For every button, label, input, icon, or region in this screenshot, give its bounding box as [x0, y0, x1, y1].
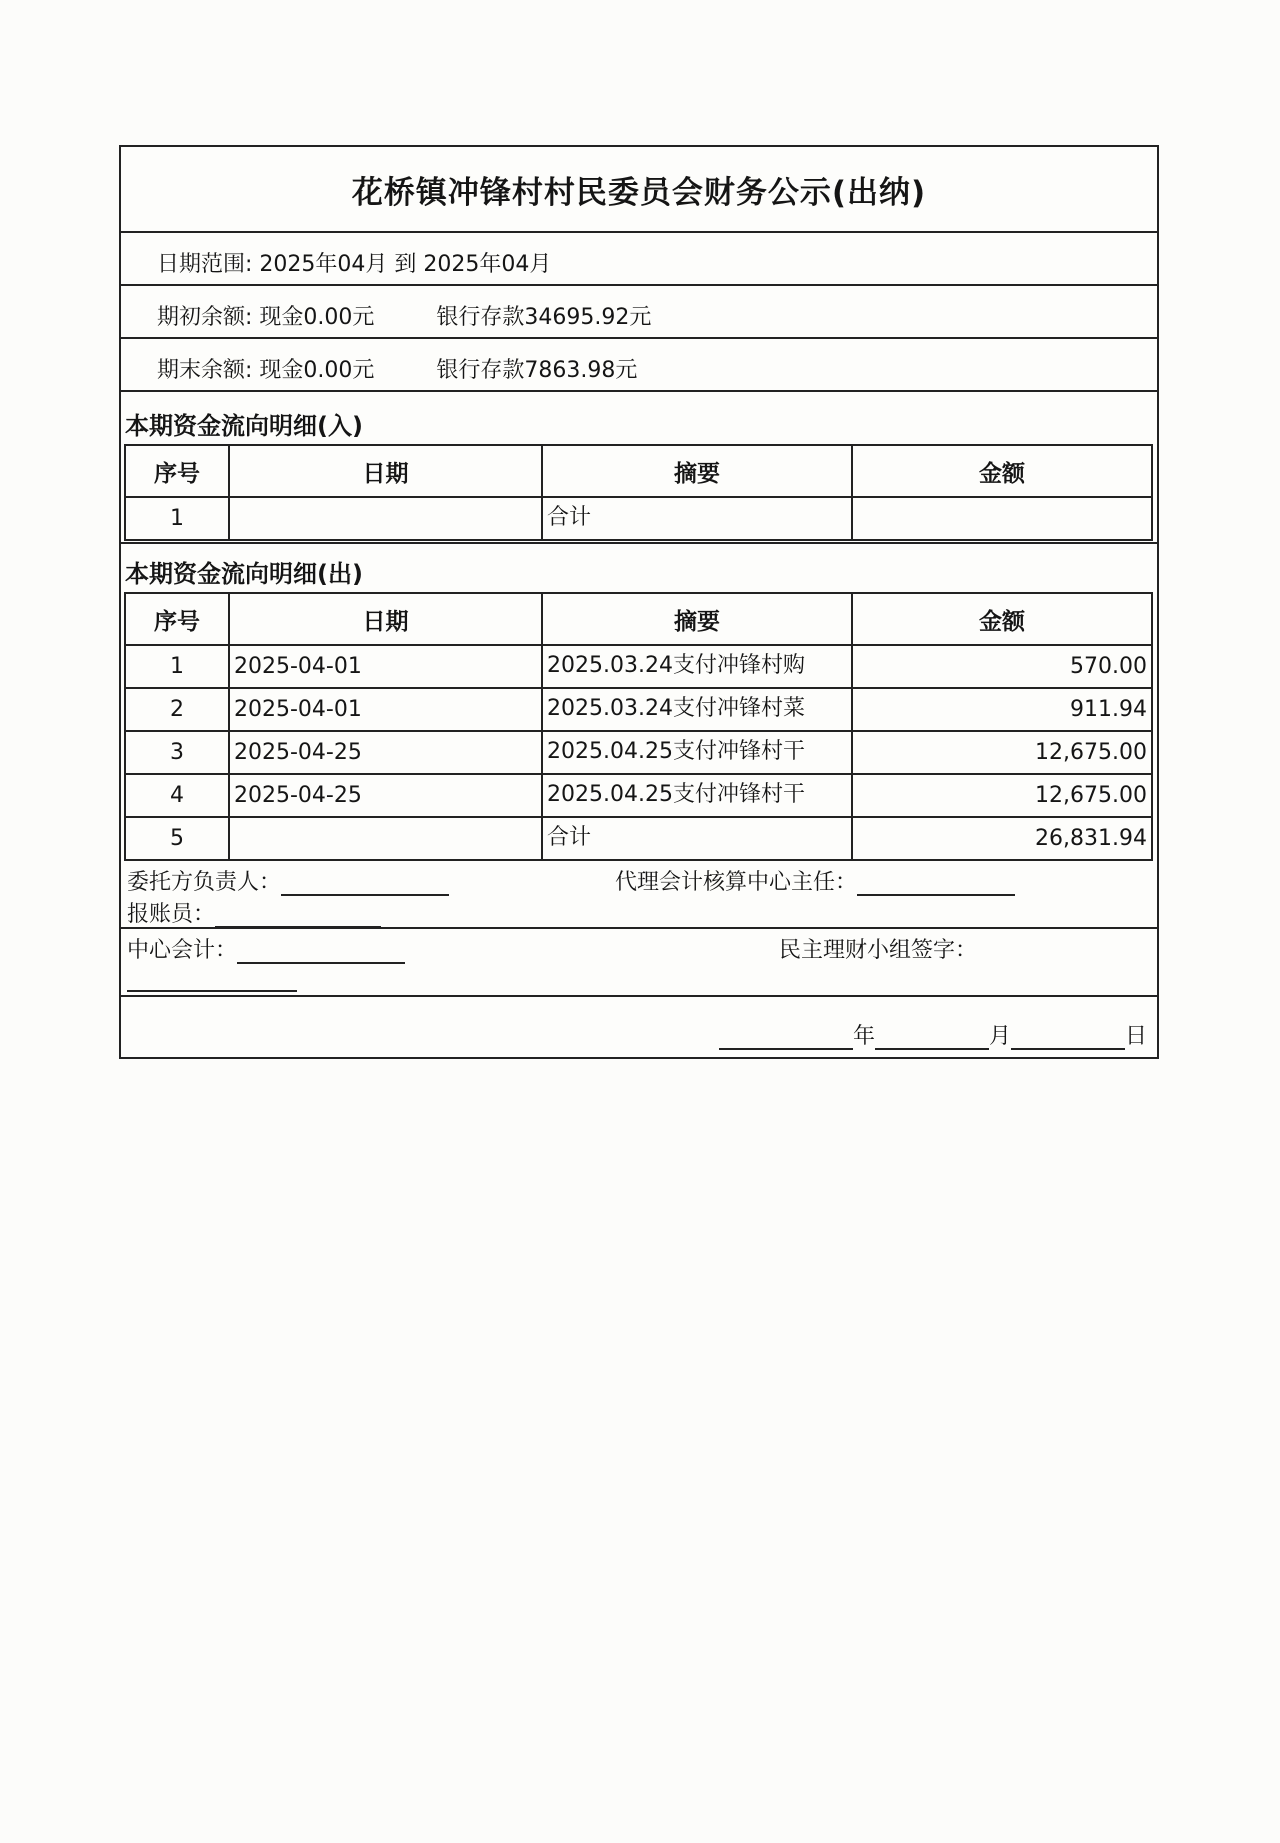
agency-director-label: 代理会计核算中心主任：: [615, 870, 858, 895]
cell-summary: 合计: [542, 497, 852, 540]
cell-amount: 911.94: [852, 688, 1152, 731]
date-line: [719, 1019, 1147, 1050]
period-row: [121, 233, 1157, 286]
col-date: 日期: [229, 593, 542, 645]
finance-group-label: 民主理财小组签字：: [779, 938, 978, 963]
center-accountant-signature: [127, 933, 405, 964]
client-head-signature: [127, 865, 449, 896]
table-row: [125, 774, 1152, 817]
table-row: [125, 731, 1152, 774]
cell-amount: [852, 497, 1152, 540]
income-table: [124, 444, 1153, 541]
expense-heading-text: 本期资金流向明细(出): [125, 560, 363, 588]
page-title: 花桥镇冲锋村村民委员会财务公示(出纳): [121, 147, 1157, 233]
signature-line[interactable]: [857, 874, 1015, 896]
cell-date: 2025-04-25: [229, 731, 542, 774]
cell-date: [229, 497, 542, 540]
cell-seq: 5: [125, 817, 229, 860]
expense-table: [124, 592, 1153, 861]
month-blank[interactable]: [875, 1028, 989, 1050]
year-label: 年: [853, 1024, 876, 1049]
finance-notice-sheet: [119, 145, 1159, 1059]
agency-director-signature: [615, 865, 1015, 896]
col-amount: 金额: [852, 445, 1152, 497]
income-header-row: [125, 445, 1152, 497]
month-label: 月: [989, 1024, 1012, 1049]
cell-date: 2025-04-01: [229, 645, 542, 688]
col-seq: 序号: [125, 593, 229, 645]
expense-section-heading: [121, 542, 1157, 592]
table-row: [125, 497, 1152, 540]
cell-date: [229, 817, 542, 860]
cell-seq: 2: [125, 688, 229, 731]
cell-seq: 4: [125, 774, 229, 817]
cell-summary: 2025.03.24支付冲锋村购: [542, 645, 852, 688]
col-summary: 摘要: [542, 445, 852, 497]
col-seq: 序号: [125, 445, 229, 497]
cell-seq: 3: [125, 731, 229, 774]
cell-amount: 26,831.94: [852, 817, 1152, 860]
expense-header-row: [125, 593, 1152, 645]
finance-group-signature: [779, 933, 977, 964]
cell-date: 2025-04-25: [229, 774, 542, 817]
cell-seq: 1: [125, 645, 229, 688]
closing-balance-row: [121, 339, 1157, 392]
closing-cash: 期末余额: 现金0.00元: [157, 358, 375, 383]
center-accountant-label: 中心会计：: [127, 938, 238, 963]
col-summary: 摘要: [542, 593, 852, 645]
closing-bank: 银行存款7863.98元: [436, 358, 638, 383]
cell-amount: 12,675.00: [852, 731, 1152, 774]
divider: [121, 927, 1157, 929]
table-row: [125, 645, 1152, 688]
cell-amount: 570.00: [852, 645, 1152, 688]
col-amount: 金额: [852, 593, 1152, 645]
day-blank[interactable]: [1011, 1028, 1125, 1050]
opening-cash: 期初余额: 现金0.00元: [157, 305, 375, 330]
col-date: 日期: [229, 445, 542, 497]
year-blank[interactable]: [719, 1028, 853, 1050]
signature-line[interactable]: [127, 990, 297, 992]
day-label: 日: [1125, 1024, 1148, 1049]
cell-summary: 2025.04.25支付冲锋村干: [542, 731, 852, 774]
client-head-label: 委托方负责人：: [127, 870, 282, 895]
signature-line[interactable]: [215, 906, 381, 928]
income-section-heading: [121, 392, 1157, 444]
opening-balance-row: [121, 286, 1157, 339]
signature-line[interactable]: [281, 874, 449, 896]
divider: [121, 995, 1157, 997]
signature-line[interactable]: [237, 942, 405, 964]
cell-summary: 2025.04.25支付冲锋村干: [542, 774, 852, 817]
income-heading-text: 本期资金流向明细(入): [125, 412, 363, 440]
table-row: [125, 817, 1152, 860]
cell-seq: 1: [125, 497, 229, 540]
period-range: 日期范围: 2025年04月 到 2025年04月: [157, 252, 552, 277]
reimburser-signature: [127, 897, 381, 928]
reimburser-label: 报账员：: [127, 902, 216, 927]
table-row: [125, 688, 1152, 731]
opening-bank: 银行存款34695.92元: [436, 305, 652, 330]
cell-amount: 12,675.00: [852, 774, 1152, 817]
cell-summary: 2025.03.24支付冲锋村菜: [542, 688, 852, 731]
cell-summary: 合计: [542, 817, 852, 860]
cell-date: 2025-04-01: [229, 688, 542, 731]
